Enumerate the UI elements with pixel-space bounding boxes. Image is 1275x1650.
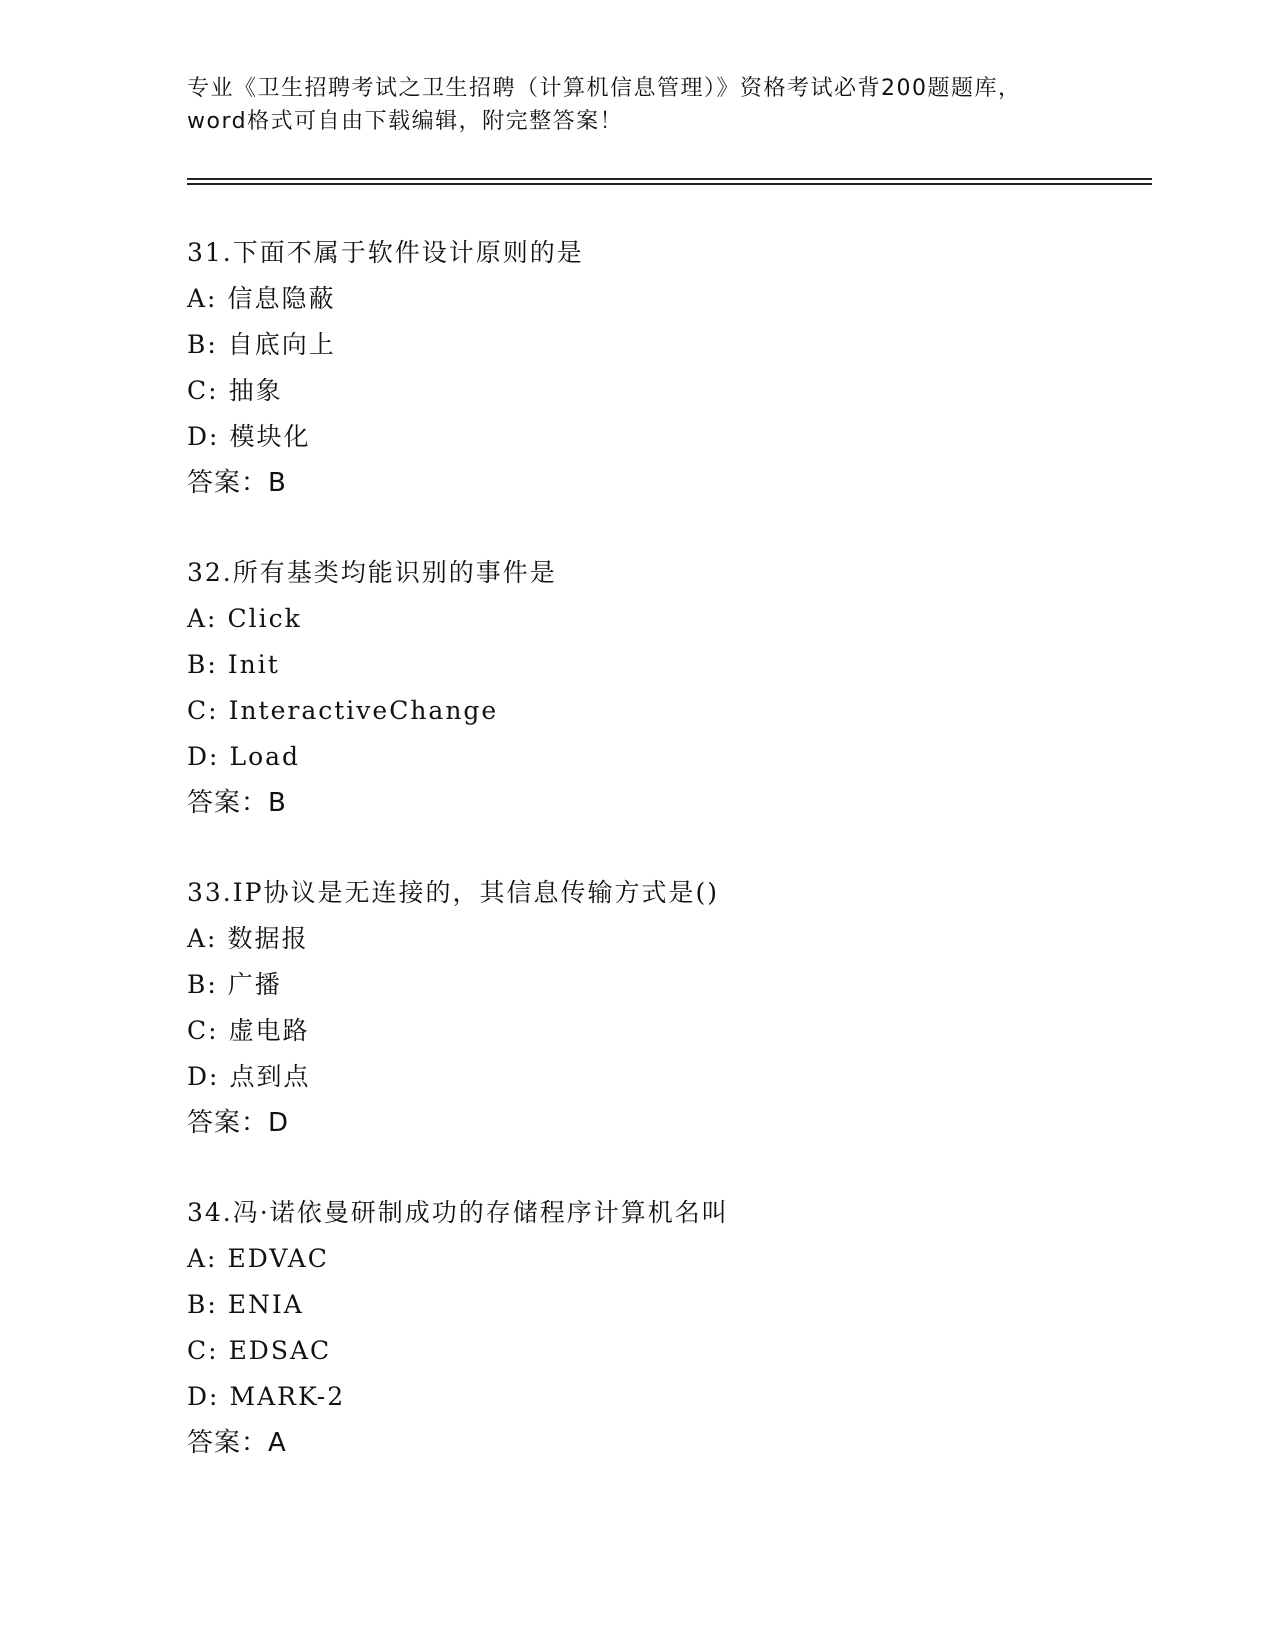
answer-line: 答案：A xyxy=(187,1428,287,1458)
answer-line: 答案：D xyxy=(187,1108,290,1138)
option-a xyxy=(187,1236,1147,1282)
question-block xyxy=(187,1190,1147,1466)
header-line-2: word格式可自由下载编辑，附完整答案！ xyxy=(187,109,624,134)
option-text: EDVAC xyxy=(227,1244,329,1273)
option-text: InteractiveChange xyxy=(228,696,499,725)
option-d xyxy=(187,734,1147,780)
answer-line: 答案：B xyxy=(187,468,287,498)
option-text: 数据报 xyxy=(227,924,309,953)
header-line-1: 专业《卫生招聘考试之卫生招聘（计算机信息管理）》资格考试必背200题题库， xyxy=(187,76,1022,101)
option-text: 抽象 xyxy=(228,376,283,405)
option-text: Click xyxy=(227,604,302,633)
document-header xyxy=(187,72,1087,138)
option-key: C: xyxy=(187,376,219,405)
option-d xyxy=(187,1054,1147,1100)
option-c xyxy=(187,1008,1147,1054)
header-divider-top xyxy=(187,178,1152,180)
option-key: B: xyxy=(187,330,218,359)
option-key: B: xyxy=(187,970,218,999)
option-b xyxy=(187,322,1147,368)
option-text: 广播 xyxy=(227,970,282,999)
option-text: ENIA xyxy=(227,1290,304,1319)
option-text: 虚电路 xyxy=(228,1016,310,1045)
option-key: C: xyxy=(187,696,219,725)
question-stem: 33.IP协议是无连接的，其信息传输方式是() xyxy=(187,878,719,907)
option-key: A: xyxy=(187,1244,218,1273)
option-a xyxy=(187,596,1147,642)
option-key: A: xyxy=(187,924,218,953)
option-b xyxy=(187,962,1147,1008)
option-key: A: xyxy=(187,604,218,633)
option-key: B: xyxy=(187,1290,218,1319)
option-text: 信息隐蔽 xyxy=(227,284,336,313)
option-c xyxy=(187,368,1147,414)
option-d xyxy=(187,414,1147,460)
option-a xyxy=(187,276,1147,322)
option-b xyxy=(187,1282,1147,1328)
header-divider-bottom xyxy=(187,183,1152,185)
option-d xyxy=(187,1374,1147,1420)
option-c xyxy=(187,688,1147,734)
option-a xyxy=(187,916,1147,962)
option-text: Load xyxy=(229,742,301,771)
question-block xyxy=(187,230,1147,506)
option-key: C: xyxy=(187,1336,219,1365)
question-stem: 34.冯·诺依曼研制成功的存储程序计算机名叫 xyxy=(187,1198,729,1227)
option-b xyxy=(187,642,1147,688)
option-key: A: xyxy=(187,284,218,313)
option-key: D: xyxy=(187,742,220,771)
option-key: D: xyxy=(187,1382,220,1411)
option-key: C: xyxy=(187,1016,219,1045)
option-text: MARK-2 xyxy=(229,1382,346,1411)
option-text: 模块化 xyxy=(229,422,311,451)
option-text: EDSAC xyxy=(228,1336,332,1365)
option-text: 点到点 xyxy=(229,1062,311,1091)
option-text: Init xyxy=(227,650,280,679)
question-stem: 32.所有基类均能识别的事件是 xyxy=(187,558,557,587)
answer-line: 答案：B xyxy=(187,788,287,818)
question-block xyxy=(187,870,1147,1146)
option-key: D: xyxy=(187,422,220,451)
option-key: D: xyxy=(187,1062,220,1091)
question-block xyxy=(187,550,1147,826)
option-key: B: xyxy=(187,650,218,679)
question-stem: 31.下面不属于软件设计原则的是 xyxy=(187,238,584,267)
option-c xyxy=(187,1328,1147,1374)
option-text: 自底向上 xyxy=(227,330,336,359)
